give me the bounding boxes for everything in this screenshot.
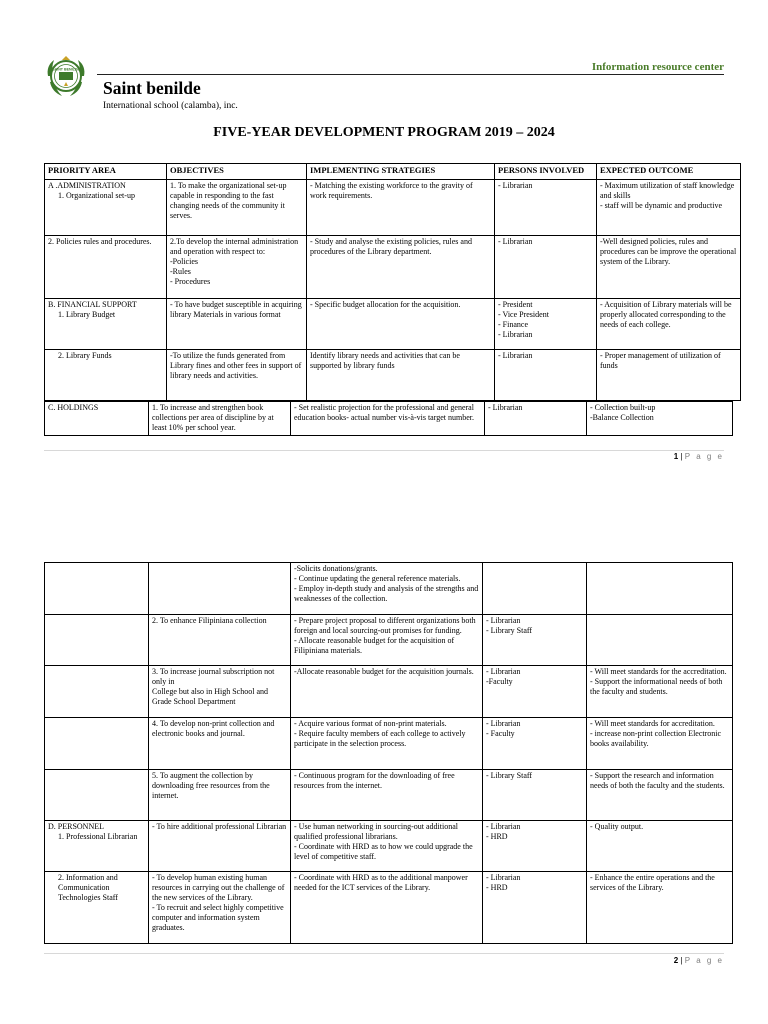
cell-persons: - President - Vice President - Finance - Librarian — [495, 299, 597, 350]
cell-objectives: 5. To augment the collection by downloading free resources from the internet. — [149, 770, 291, 821]
header-priority-area: PRIORITY AREA — [45, 164, 167, 180]
header-objectives: OBJECTIVES — [167, 164, 307, 180]
cell-strategies: - Prepare project proposal to different organizations both foreign and local sourcing-out promises for funding. - Allocate reasonable budget for the acquisition of Filipiniana materials. — [291, 615, 483, 666]
cell-persons: - Librarian — [495, 180, 597, 236]
header-rule — [97, 74, 724, 75]
cell-area: C. HOLDINGS — [45, 402, 149, 436]
page1-footer — [674, 452, 724, 462]
table-row — [45, 299, 741, 350]
page-word: P a g e — [684, 956, 724, 965]
program-table-page2 — [44, 562, 733, 944]
cell-outcome: - Maximum utilization of staff knowledge and skills - staff will be dynamic and productive — [597, 180, 741, 236]
header-persons-involved: PERSONS INVOLVED — [495, 164, 597, 180]
cell-strategies: - Matching the existing workforce to the gravity of work requirements. — [307, 180, 495, 236]
cell-persons: - Librarian — [495, 350, 597, 401]
page-number: 1 — [673, 452, 679, 461]
cell-area: D. PERSONNEL 1. Professional Librarian — [45, 821, 149, 872]
cell-area — [45, 718, 149, 770]
cell-persons — [483, 563, 587, 615]
table-header-row — [45, 164, 741, 180]
page-separator: | — [680, 452, 683, 461]
cell-outcome: - Acquisition of Library materials will be properly allocated corresponding to the needs of each college. — [597, 299, 741, 350]
cell-objectives: 2.To develop the internal administration and operation with respect to: -Policies -Rules - Procedures — [167, 236, 307, 299]
table-row — [45, 821, 733, 872]
table-row — [45, 615, 733, 666]
cell-outcome: - Will meet standards for accreditation. - increase non-print collection Electronic books availability. — [587, 718, 733, 770]
page1-footer-rule — [44, 450, 724, 451]
cell-area — [45, 770, 149, 821]
cell-area: A .ADMINISTRATION 1. Organizational set-up — [45, 180, 167, 236]
cell-objectives: -To utilize the funds generated from Library fines and other fees in support of library needs and activities. — [167, 350, 307, 401]
page2-footer-rule — [44, 953, 724, 954]
cell-objectives: 4. To develop non-print collection and electronic books and journal. — [149, 718, 291, 770]
cell-objectives: 2. To enhance Filipiniana collection — [149, 615, 291, 666]
school-logo — [42, 52, 90, 100]
page-word: P a g e — [684, 452, 724, 461]
cell-outcome: - Will meet standards for the accreditation. - Support the informational needs of both the faculty and students. — [587, 666, 733, 718]
cell-persons: - Librarian - Library Staff — [483, 615, 587, 666]
cell-objectives: 1. To increase and strengthen book collections per area of discipline by at least 10% per school year. — [149, 402, 291, 436]
table-row — [45, 350, 741, 401]
cell-outcome — [587, 615, 733, 666]
cell-outcome — [587, 563, 733, 615]
table-row — [45, 563, 733, 615]
cell-strategies: - Use human networking in sourcing-out additional qualified professional librarians. - Coordinate with HRD as to how we could upgrade the level of competitive staff. — [291, 821, 483, 872]
cell-persons: - Librarian - HRD — [483, 821, 587, 872]
cell-strategies: -Solicits donations/grants. - Continue updating the general reference materials. - Employ in-depth study and analysis of the strengths and weaknesses of the collection. — [291, 563, 483, 615]
cell-strategies: - Continuous program for the downloading of free resources from the internet. — [291, 770, 483, 821]
cell-persons: - Librarian — [485, 402, 587, 436]
table-row — [45, 770, 733, 821]
page-separator: | — [680, 956, 683, 965]
cell-objectives: - To develop human existing human resources in carrying out the challenge of the new services of the Library. - To recruit and select highly competitive computer and information system graduates. — [149, 872, 291, 944]
header-expected-outcome: EXPECTED OUTCOME — [597, 164, 741, 180]
cell-strategies: - Coordinate with HRD as to the additional manpower needed for the ICT services of the Library. — [291, 872, 483, 944]
cell-persons: - Librarian -Faculty — [483, 666, 587, 718]
document-title: FIVE-YEAR DEVELOPMENT PROGRAM 2019 – 2024 — [213, 125, 555, 140]
cell-strategies: - Study and analyse the existing policies, rules and procedures of the Library department. — [307, 236, 495, 299]
header-implementing-strategies: IMPLEMENTING STRATEGIES — [307, 164, 495, 180]
program-table-page1 — [44, 163, 741, 401]
cell-objectives — [149, 563, 291, 615]
page-number: 2 — [673, 956, 679, 965]
cell-area: B. FINANCIAL SUPPORT 1. Library Budget — [45, 299, 167, 350]
cell-outcome: - Proper management of utilization of funds — [597, 350, 741, 401]
cell-area: 2. Library Funds — [45, 350, 167, 401]
table-row — [45, 180, 741, 236]
table-row — [45, 402, 733, 436]
cell-area — [45, 563, 149, 615]
cell-strategies: -Allocate reasonable budget for the acquisition journals. — [291, 666, 483, 718]
cell-area — [45, 615, 149, 666]
cell-persons: - Librarian - Faculty — [483, 718, 587, 770]
cell-objectives: - To hire additional professional Librarian — [149, 821, 291, 872]
cell-persons: - Librarian - HRD — [483, 872, 587, 944]
logo-text: SAINT BENILDE — [52, 67, 80, 72]
cell-strategies: Identify library needs and activities that can be supported by library funds — [307, 350, 495, 401]
cell-outcome: -Well designed policies, rules and procedures can be improve the operational system of the Library. — [597, 236, 741, 299]
cell-strategies: - Acquire various format of non-print materials. - Require faculty members of each college to actively participate in the selection process. — [291, 718, 483, 770]
cell-strategies: - Set realistic projection for the professional and general education books- actual number vis-à-vis target number. — [291, 402, 485, 436]
cell-objectives: 1. To make the organizational set-up capable in responding to the fast changing needs of the community it serves. — [167, 180, 307, 236]
cell-area — [45, 666, 149, 718]
cell-objectives: 3. To increase journal subscription not only in College but also in High School and Grade School Department — [149, 666, 291, 718]
cell-outcome: - Enhance the entire operations and the services of the Library. — [587, 872, 733, 944]
center-label: Information resource center — [591, 61, 724, 73]
cell-outcome: - Quality output. — [587, 821, 733, 872]
cell-area: 2. Policies rules and procedures. — [45, 236, 167, 299]
table-row — [45, 666, 733, 718]
org-subtitle: International school (calamba), inc. — [103, 101, 238, 111]
cell-strategies: - Specific budget allocation for the acquisition. — [307, 299, 495, 350]
cell-objectives: - To have budget susceptible in acquiring library Materials in various format — [167, 299, 307, 350]
org-name: Saint benilde — [103, 78, 201, 98]
program-table-page1-continued — [44, 401, 733, 436]
cell-area: 2. Information and Communication Technologies Staff — [45, 872, 149, 944]
cell-persons: - Librarian — [495, 236, 597, 299]
table-row — [45, 718, 733, 770]
cell-outcome: - Collection built-up -Balance Collection — [587, 402, 733, 436]
cell-persons: - Library Staff — [483, 770, 587, 821]
table-row — [45, 872, 733, 944]
table-row — [45, 236, 741, 299]
page2-footer — [674, 956, 724, 966]
cell-outcome: - Support the research and information needs of both the faculty and the students. — [587, 770, 733, 821]
